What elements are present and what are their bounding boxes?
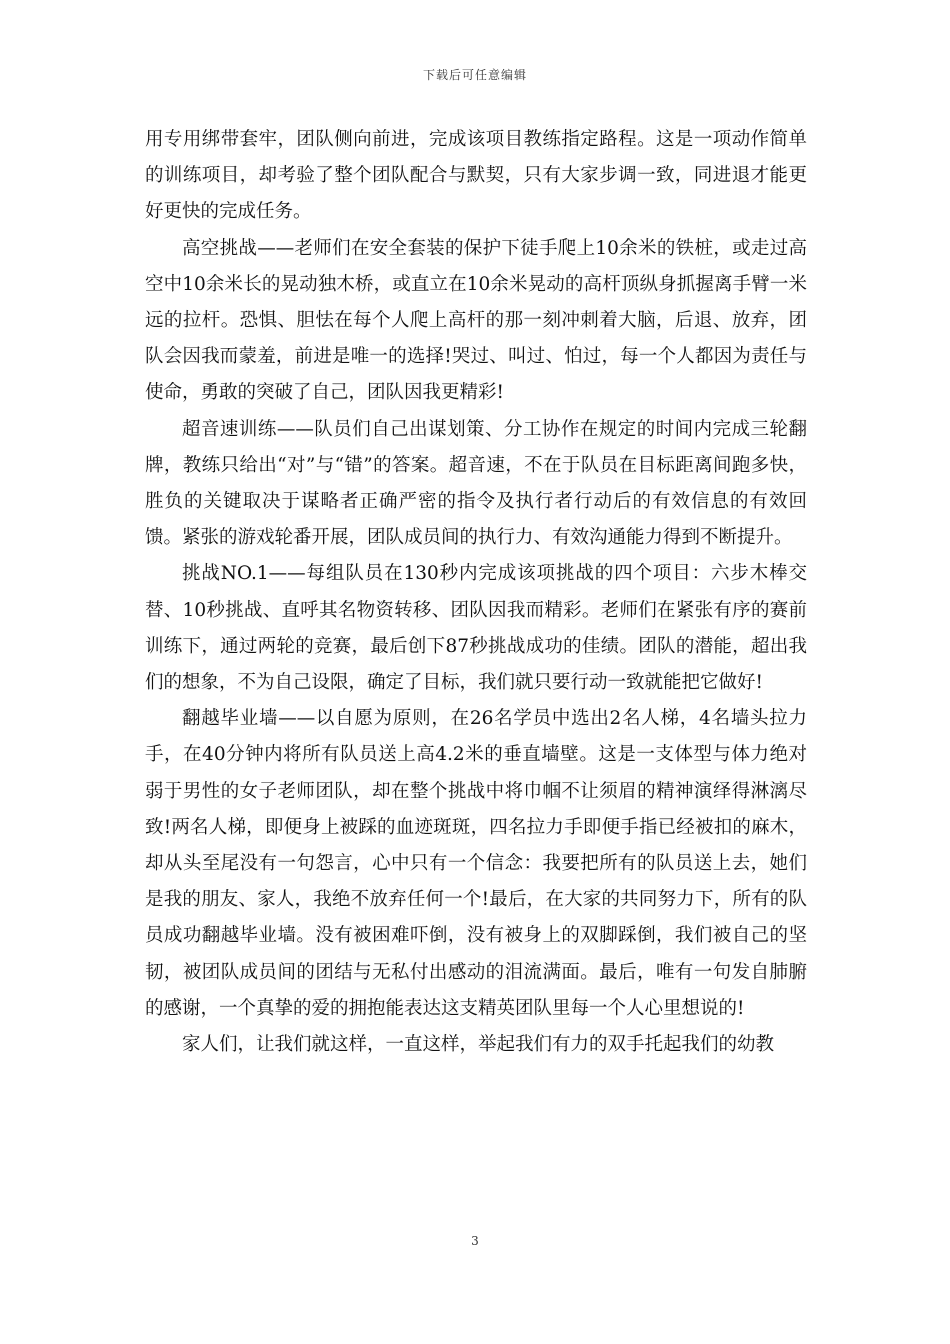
page-header: 下载后可任意编辑 (422, 68, 527, 82)
paragraph-1: 用专用绑带套牢，团队侧向前进，完成该项目教练指定路程。这是一项动作简单的训练项目，却考验了整个团队配合与默契，只有大家步调一致，同进退才能更好更快的完成任务。 (145, 129, 807, 223)
paragraph-4: 挑战NO.1——每组队员在130秒内完成该项挑战的四个项目：六步木棒交替、10秒挑战、直呼其名物资转移、团队因我而精彩。老师们在紧张有序的赛前训练下，通过两轮的竞赛，最后创下87秒挑战成功的佳绩。团队的潜能，超出我们的想象，不为自己设限，确定了目标，我们就只要行动一致就能把它做好! (145, 563, 807, 694)
page-number: 3 (471, 1234, 479, 1248)
paragraph-5: 翻越毕业墙——以自愿为原则，在26名学员中选出2名人梯，4名墙头拉力手，在40分钟内将所有队员送上高4.2米的垂直墙壁。这是一支体型与体力绝对弱于男性的女子老师团队，却在整个挑战中将巾帼不让须眉的精神演绎得淋漓尽致!两名人梯，即便身上被踩的血迹斑斑，四名拉力手即便手指已经被扣的麻木，却从头至尾没有一句怨言，心中只有一个信念：我要把所有的队员送上去，她们是我的朋友、家人，我绝不放弃任何一个!最后，在大家的共同努力下，所有的队员成功翻越毕业墙。没有被困难吓倒，没有被身上的双脚踩倒，我们被自己的坚韧，被团队成员间的团结与无私付出感动的泪流满面。最后，唯有一句发自肺腑的感谢，一个真挚的爱的拥抱能表达这支精英团队里每一个人心里想说的! (145, 708, 807, 1019)
paragraph-6: 家人们，让我们就这样，一直这样，举起我们有力的双手托起我们的幼教 (182, 1034, 775, 1056)
document-body (145, 122, 807, 1063)
paragraph-2: 高空挑战——老师们在安全套装的保护下徒手爬上10余米的铁桩，或走过高空中10余米长的晃动独木桥，或直立在10余米晃动的高杆顶纵身抓握离手臂一米远的拉杆。恐惧、胆怯在每个人爬上高杆的那一刻冲刺着大脑，后退、放弃，团队会因我而蒙羞，前进是唯一的选择!哭过、叫过、怕过，每一个人都因为责任与使命，勇敢的突破了自己，团队因我更精彩! (145, 237, 807, 404)
paragraph-3: 超音速训练——队员们自己出谋划策、分工协作在规定的时间内完成三轮翻牌，教练只给出“对”与“错”的答案。超音速，不在于队员在目标距离间跑多快，胜负的关键取决于谋略者正确严密的指令及执行者行动后的有效信息的有效回馈。紧张的游戏轮番开展，团队成员间的执行力、有效沟通能力得到不断提升。 (145, 418, 807, 549)
